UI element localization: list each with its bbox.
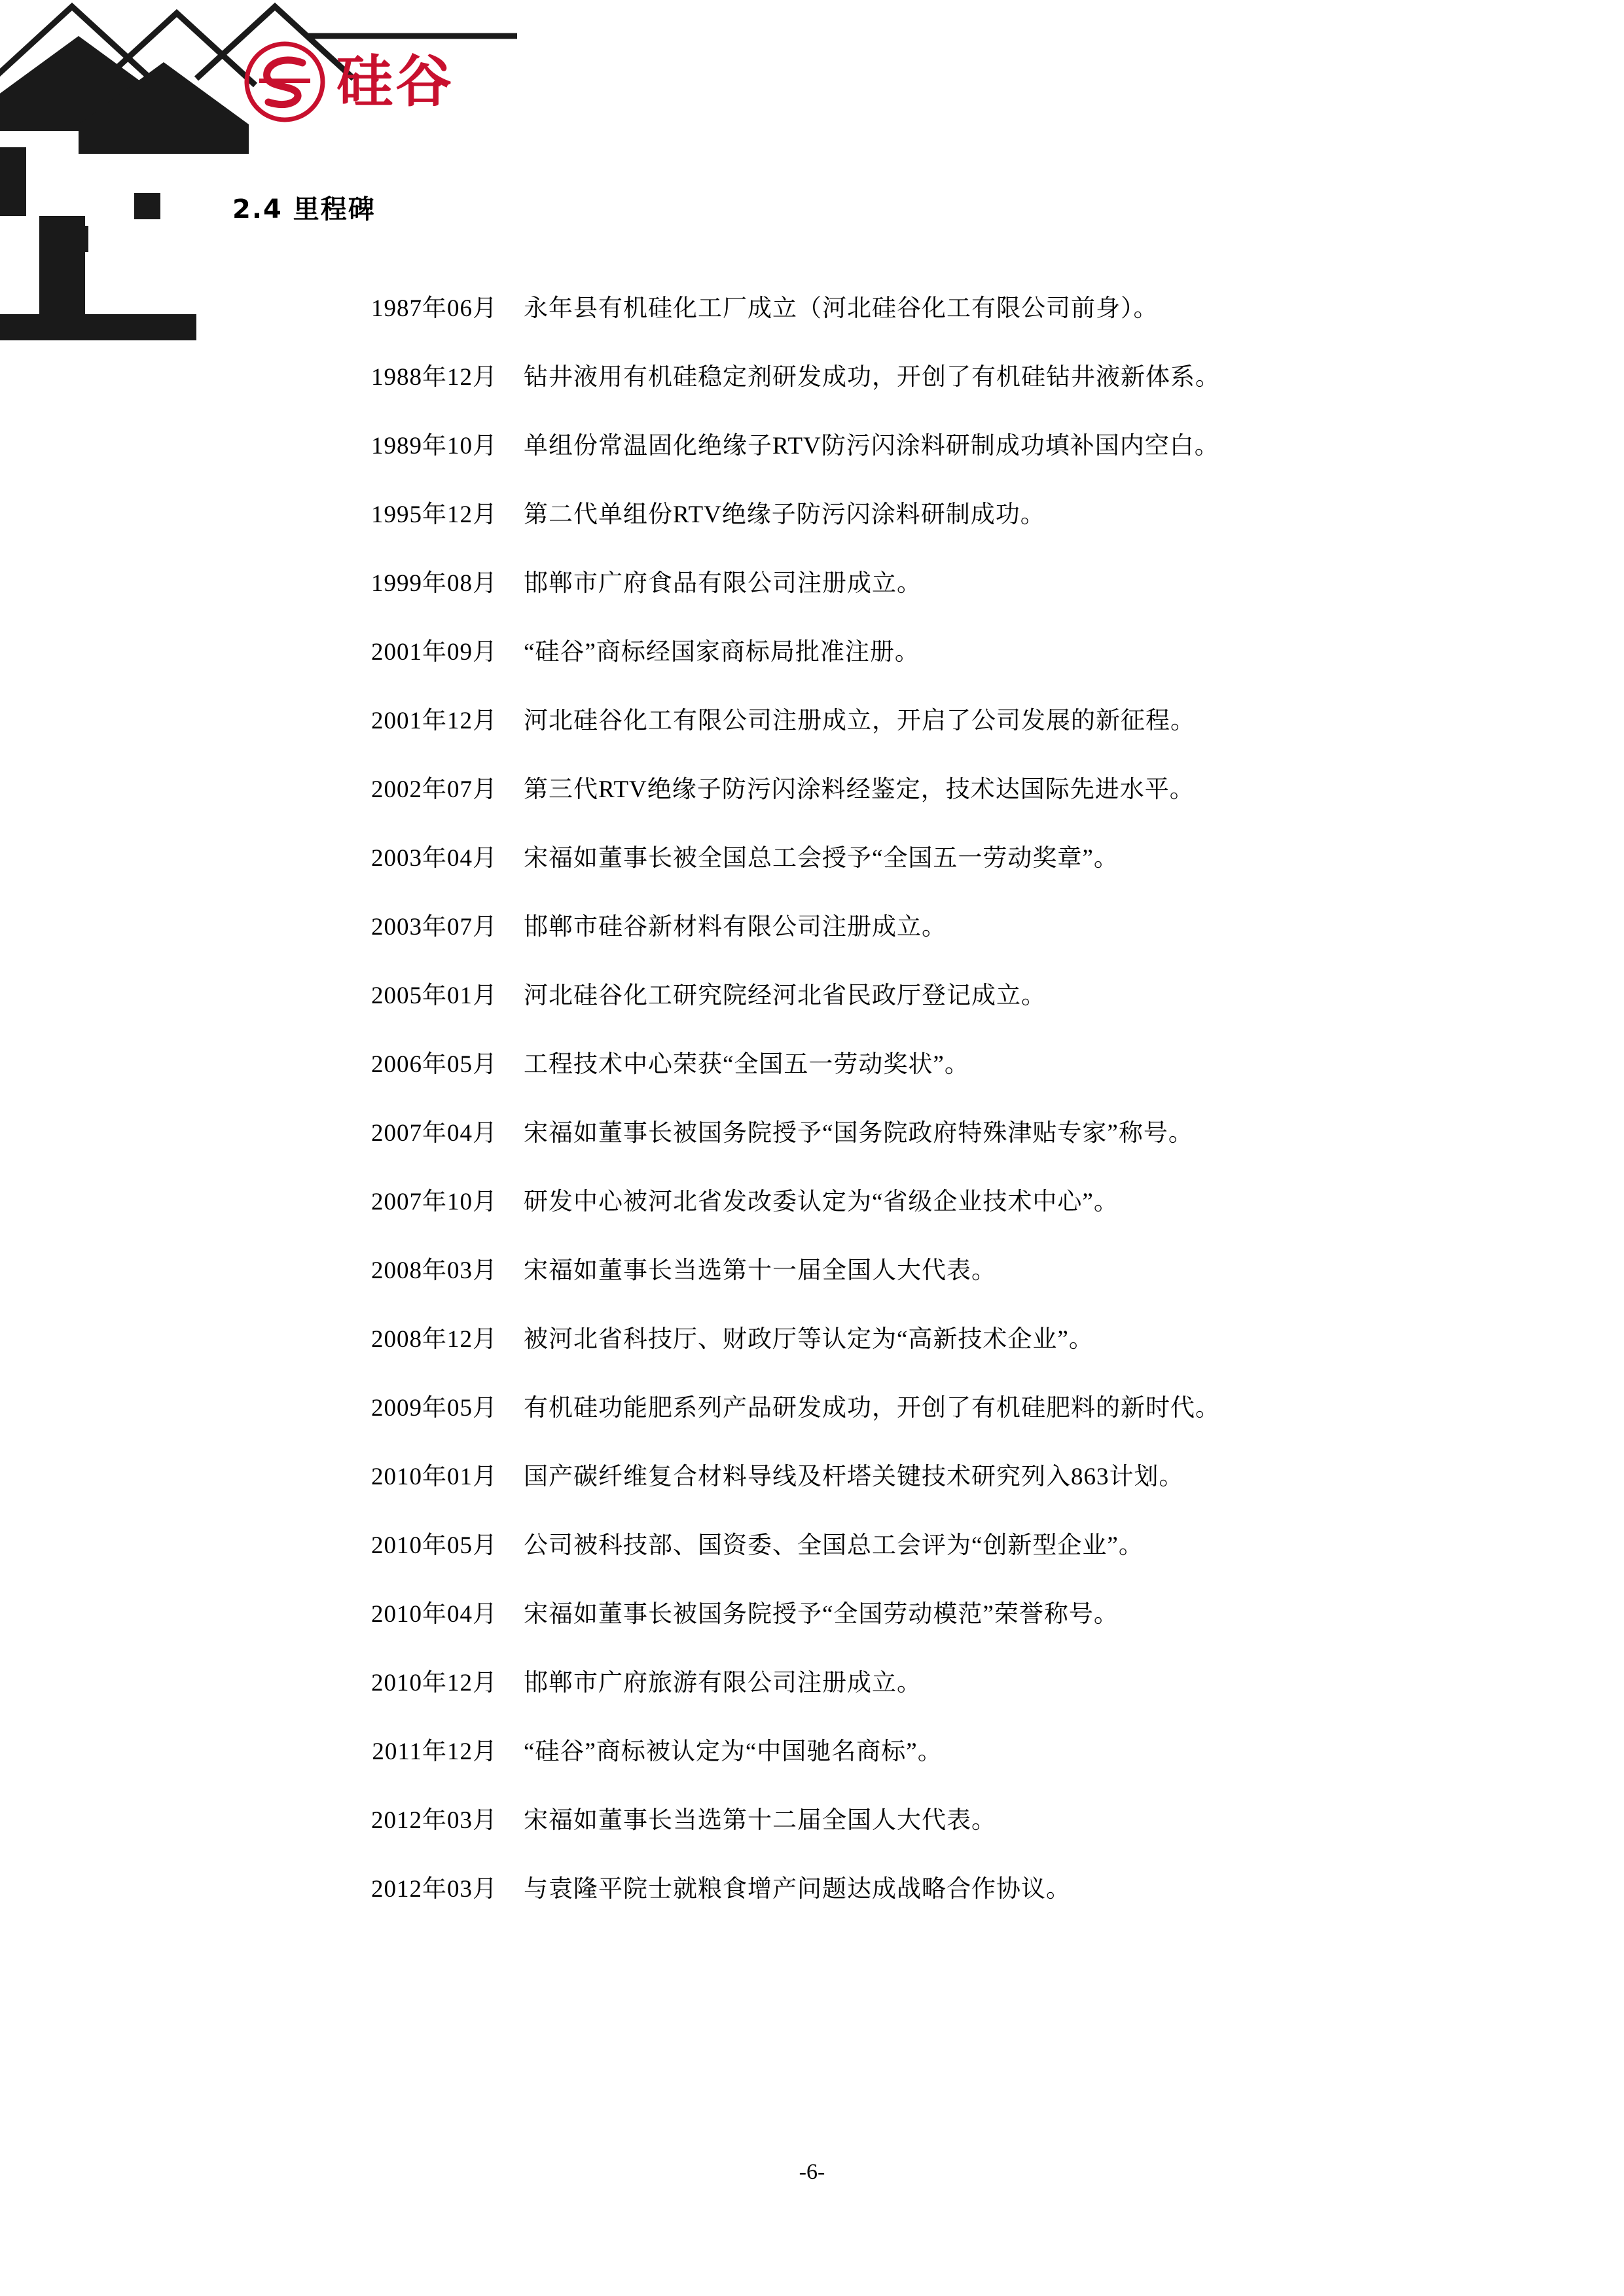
milestone-date: 2008年03月	[371, 1257, 497, 1284]
milestone-date: 1999年08月	[371, 570, 497, 597]
milestone-text: 有机硅功能肥系列产品研发成功，开创了有机硅肥料的新时代。	[524, 1395, 1220, 1422]
milestone-date: 2010年04月	[371, 1601, 497, 1628]
milestone-date: 2003年04月	[371, 845, 497, 872]
milestone-text: 河北硅谷化工研究院经河北省民政厅登记成立。	[524, 982, 1046, 1009]
milestone-row	[0, 769, 1624, 838]
milestone-row	[0, 357, 1624, 425]
milestone-text: 研发中心被河北省发改委认定为“省级企业技术中心”。	[524, 1189, 1119, 1215]
milestone-date: 2001年09月	[371, 639, 497, 666]
milestone-text: 宋福如董事长被全国总工会授予“全国五一劳动奖章”。	[524, 845, 1119, 872]
milestone-row	[0, 1869, 1624, 1937]
logo-text: 硅谷	[336, 49, 454, 115]
milestone-text: 公司被科技部、国资委、全国总工会评为“创新型企业”。	[524, 1532, 1144, 1559]
milestone-date: 2009年05月	[371, 1395, 497, 1422]
milestone-row	[0, 975, 1624, 1044]
milestone-date: 1995年12月	[371, 501, 497, 528]
milestone-row	[0, 1319, 1624, 1388]
milestone-list	[0, 288, 1624, 1937]
milestone-row	[0, 1525, 1624, 1594]
milestone-date: 2012年03月	[371, 1807, 497, 1834]
milestone-date: 2005年01月	[371, 982, 497, 1009]
milestone-text: 钻井液用有机硅稳定剂研发成功，开创了有机硅钻井液新体系。	[524, 364, 1220, 391]
milestone-date: 2002年07月	[371, 776, 497, 803]
milestone-text: 国产碳纤维复合材料导线及杆塔关键技术研究列入863计划。	[524, 1463, 1184, 1490]
milestone-text: 第三代RTV绝缘子防污闪涂料经鉴定，技术达国际先进水平。	[524, 776, 1195, 803]
milestone-text: “硅谷”商标被认定为“中国驰名商标”。	[524, 1738, 943, 1765]
page-number: -6-	[799, 2160, 825, 2184]
page-title: 2.4 里程碑	[232, 194, 376, 224]
milestone-row	[0, 906, 1624, 975]
milestone-row	[0, 1250, 1624, 1319]
milestone-row	[0, 563, 1624, 632]
milestone-date: 2003年07月	[371, 914, 497, 941]
milestone-date: 2012年03月	[371, 1876, 497, 1903]
milestone-row	[0, 1731, 1624, 1800]
milestone-date: 2007年04月	[371, 1120, 497, 1147]
milestone-row	[0, 1800, 1624, 1869]
company-logo	[242, 39, 454, 124]
milestone-date: 2010年01月	[371, 1463, 497, 1490]
milestone-text: 河北硅谷化工有限公司注册成立，开启了公司发展的新征程。	[524, 708, 1195, 734]
milestone-date: 2010年05月	[371, 1532, 497, 1559]
milestone-date: 2007年10月	[371, 1189, 497, 1215]
milestone-date: 1988年12月	[371, 364, 497, 391]
milestone-text: 工程技术中心荣获“全国五一劳动奖状”。	[524, 1051, 969, 1078]
milestone-row	[0, 838, 1624, 906]
milestone-row	[0, 1456, 1624, 1525]
milestone-row	[0, 494, 1624, 563]
milestone-text: 永年县有机硅化工厂成立（河北硅谷化工有限公司前身）。	[524, 295, 1159, 322]
milestone-row	[0, 1594, 1624, 1662]
milestone-text: 邯郸市广府食品有限公司注册成立。	[524, 570, 922, 597]
milestone-text: 第二代单组份RTV绝缘子防污闪涂料研制成功。	[524, 501, 1045, 528]
milestone-text: 单组份常温固化绝缘子RTV防污闪涂料研制成功填补国内空白。	[524, 433, 1219, 459]
milestone-date: 1989年10月	[371, 433, 497, 459]
milestone-text: 邯郸市硅谷新材料有限公司注册成立。	[524, 914, 947, 941]
milestone-row	[0, 1662, 1624, 1731]
milestone-row	[0, 700, 1624, 769]
milestone-row	[0, 632, 1624, 700]
milestone-date: 1987年06月	[371, 295, 497, 322]
milestone-date: 2010年12月	[371, 1670, 497, 1696]
milestone-row	[0, 288, 1624, 357]
milestone-text: 宋福如董事长当选第十二届全国人大代表。	[524, 1807, 996, 1834]
milestone-row	[0, 1181, 1624, 1250]
milestone-date: 2006年05月	[371, 1051, 497, 1078]
milestone-text: 宋福如董事长被国务院授予“国务院政府特殊津贴专家”称号。	[524, 1120, 1193, 1147]
milestone-row	[0, 1388, 1624, 1456]
milestone-text: 邯郸市广府旅游有限公司注册成立。	[524, 1670, 922, 1696]
milestone-date: 2011年12月	[372, 1738, 497, 1765]
milestone-text: 与袁隆平院士就粮食增产问题达成战略合作协议。	[524, 1876, 1071, 1903]
milestone-text: 宋福如董事长被国务院授予“全国劳动模范”荣誉称号。	[524, 1601, 1119, 1628]
milestone-text: 被河北省科技厅、财政厅等认定为“高新技术企业”。	[524, 1326, 1094, 1353]
milestone-row	[0, 425, 1624, 494]
milestone-date: 2001年12月	[371, 708, 497, 734]
milestone-date: 2008年12月	[371, 1326, 497, 1353]
logo-mark-icon	[242, 39, 327, 124]
milestone-text: 宋福如董事长当选第十一届全国人大代表。	[524, 1257, 996, 1284]
milestone-text: “硅谷”商标经国家商标局批准注册。	[524, 639, 920, 666]
milestone-row	[0, 1044, 1624, 1113]
milestone-row	[0, 1113, 1624, 1181]
